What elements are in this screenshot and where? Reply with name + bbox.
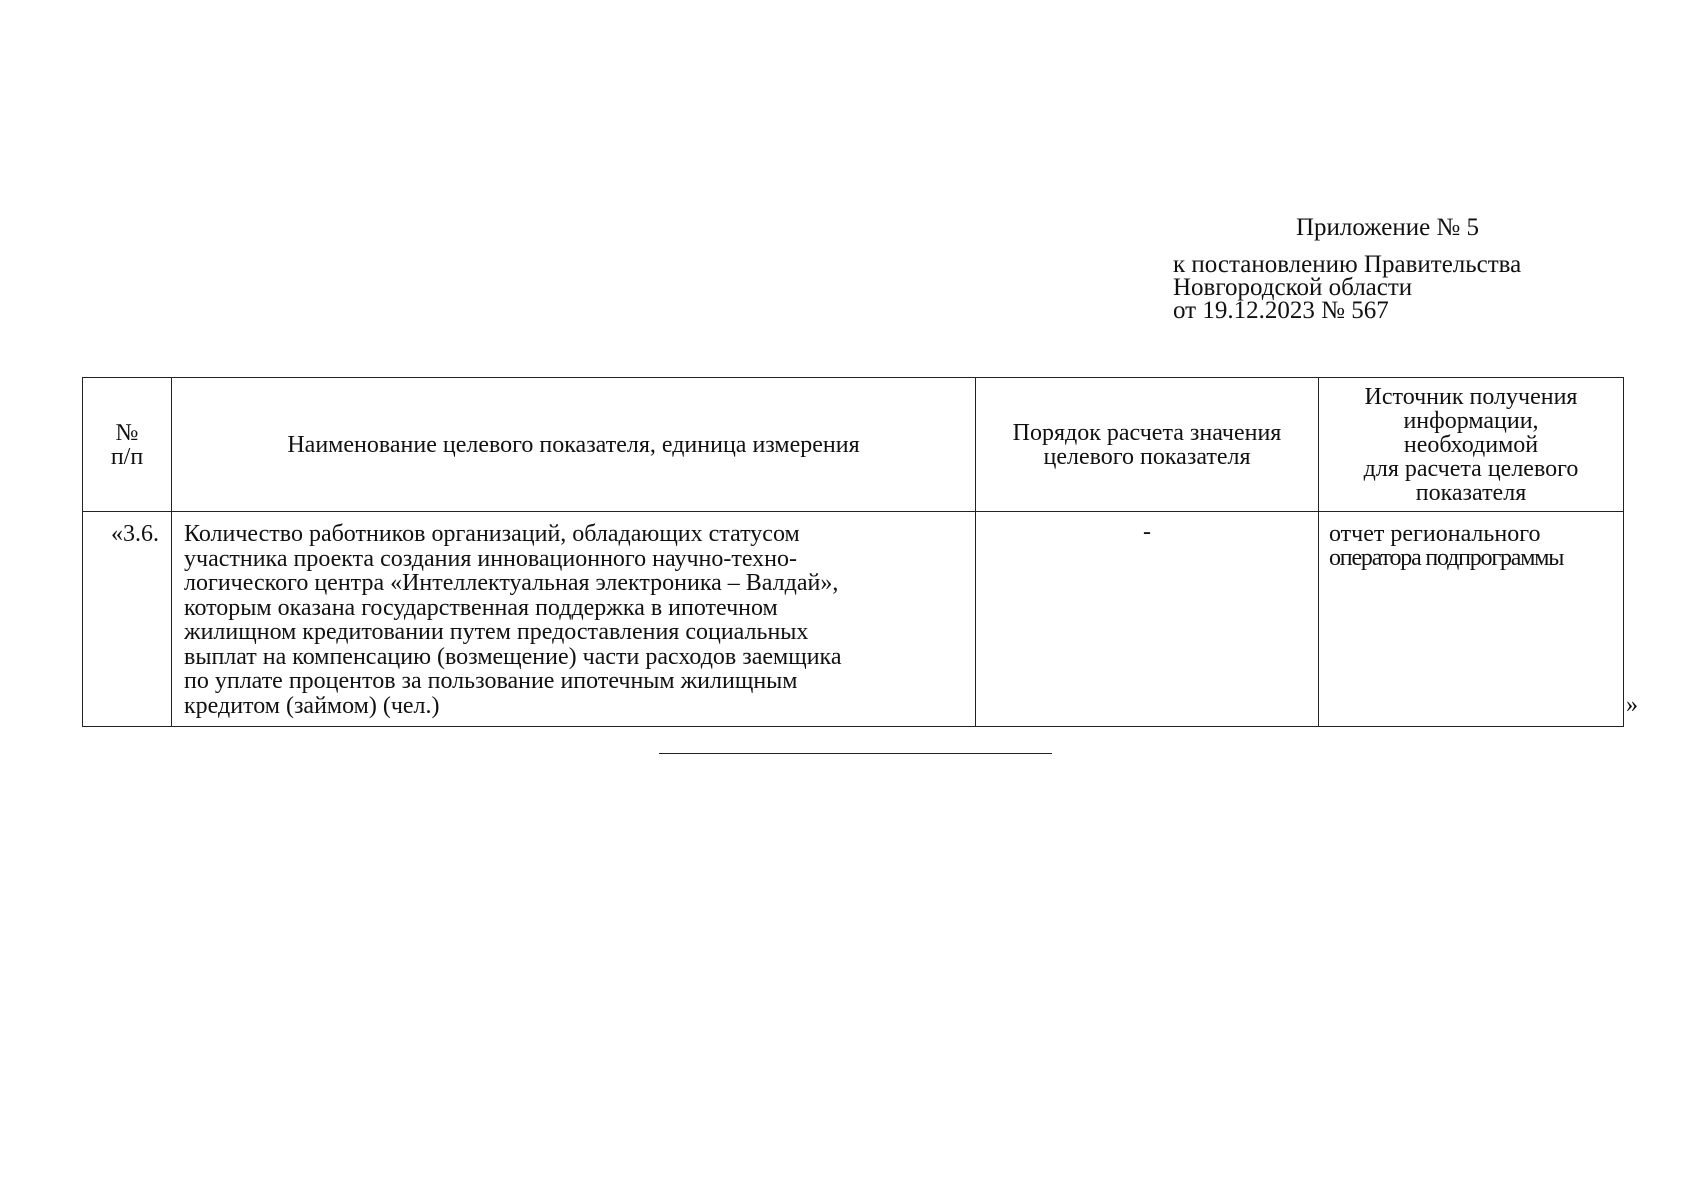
resolution-reference bbox=[1173, 253, 1521, 322]
resolution-date-line: от 19.12.2023 № 567 bbox=[1173, 297, 1389, 324]
header-indicator-name: Наименование целевого показателя, единица измерения bbox=[172, 378, 976, 512]
row-indicator-name: Количество работников организаций, обладающих статусом участника проекта создания инновационного научно-техно- логического центра «Интеллектуальная электроника – Валдай», которым оказана государственная поддержка в ипотечном жилищном кредитовании путем предоставления социальных выплат на компенсацию (возмещение) части расходов заемщика по уплате процентов за пользование ипотечным жилищным кредитом (займом) (чел.) bbox=[172, 512, 976, 727]
table-header-row bbox=[83, 378, 1624, 512]
separator-line bbox=[659, 753, 1052, 754]
header-information-source: Источник получения информации, необходимой для расчета целевого показателя bbox=[1319, 378, 1624, 512]
header-number: № п/п bbox=[83, 378, 172, 512]
table-row bbox=[83, 512, 1624, 727]
closing-quote: » bbox=[1626, 692, 1638, 718]
resolution-line: к постановлению Правительства bbox=[1173, 251, 1522, 278]
row-calculation-method: - bbox=[976, 512, 1319, 727]
resolution-line: Новгородской области bbox=[1173, 274, 1413, 301]
row-number: «3.6. bbox=[83, 512, 172, 727]
row-information-source: отчет регионального оператора подпрограммы bbox=[1319, 512, 1624, 727]
header-calculation-method: Порядок расчета значения целевого показателя bbox=[976, 378, 1319, 512]
appendix-title: Приложение № 5 bbox=[1296, 214, 1480, 241]
indicators-table bbox=[82, 377, 1624, 727]
